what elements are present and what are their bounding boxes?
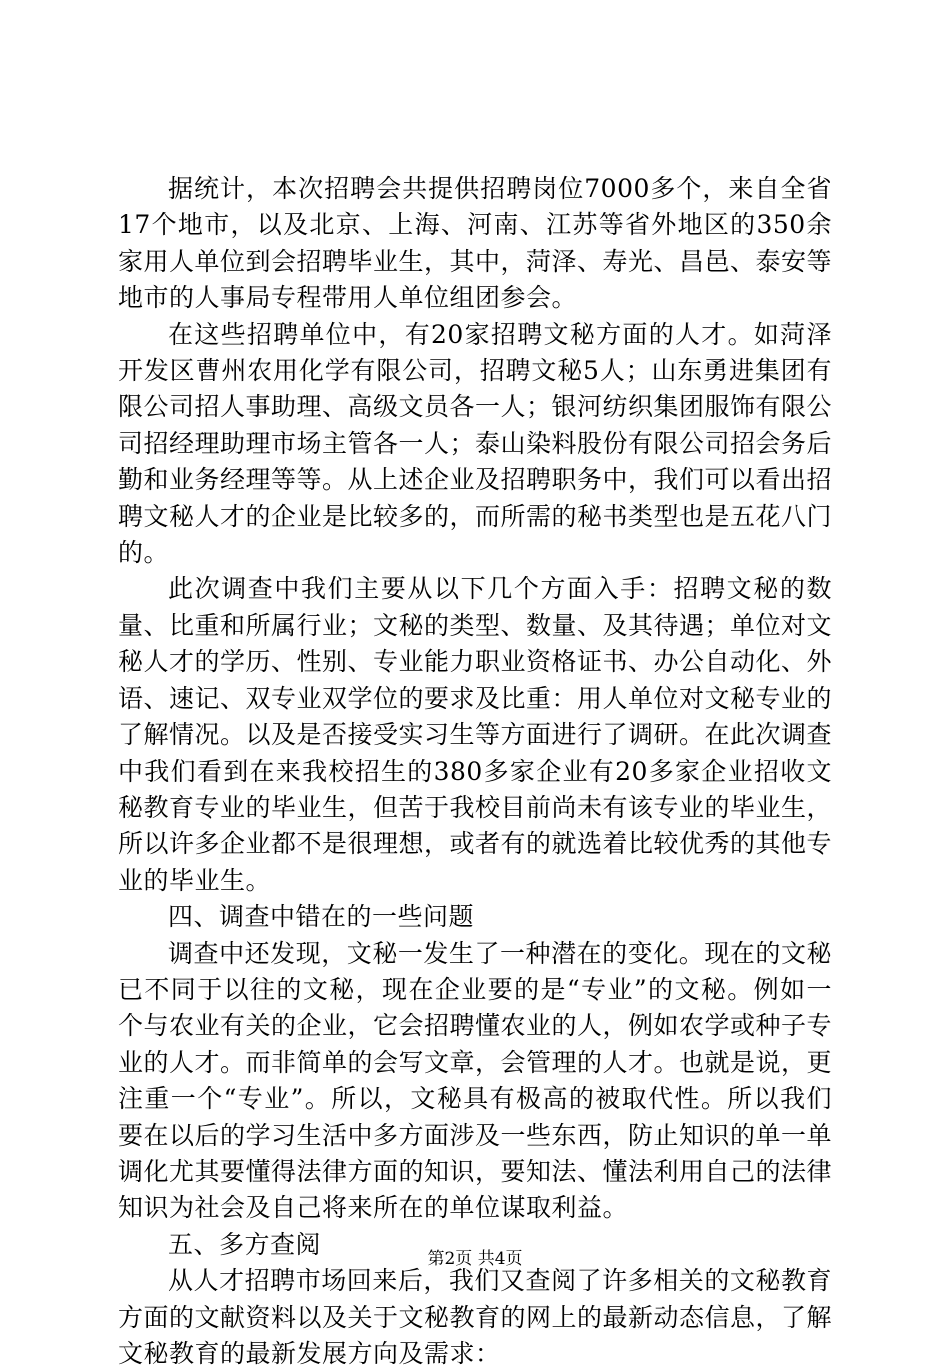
page-footer: 第2页 共4页 (427, 1249, 523, 1269)
document-body (118, 171, 832, 1372)
paragraph-recruitment-stats: 据统计，本次招聘会共提供招聘岗位7000多个，来自全省17个地市，以及北京、上海、河南、江苏等省外地区的350余家用人单位到会招聘毕业生，其中，菏泽、寿光、昌邑、泰安等地市的人事局专程带用人单位组团参会。 (118, 174, 833, 313)
paragraph-survey-aspects: 此次调查中我们主要从以下几个方面入手：招聘文秘的数量、比重和所属行业；文秘的类型、数量、及其待遇；单位对文秘人才的学历、性别、专业能力职业资格证书、办公自动化、外语、速记、双专业双学位的要求及比重：用人单位对文秘专业的了解情况。以及是否接受实习生等方面进行了调研。在此次调查中我们看到在来我校招生的380多家企业有20多家企业招收文秘教育专业的毕业生，但苦于我校目前尚未有该专业的毕业生，所以许多企业都不是很理想，或者有的就选着比较优秀的其他专业的毕业生。 (118, 574, 833, 895)
paragraph-findings: 调查中还发现，文秘一发生了一种潜在的变化。现在的文秘已不同于以往的文秘，现在企业要的是“专业”的文秘。例如一个与农业有关的企业，它会招聘懂农业的人，例如农学或种子专业的人才。而非简单的会写文章，会管理的人才。也就是说，更注重一个“专业”。所以，文秘具有极高的被取代性。所以我们要在以后的学习生活中多方面涉及一些东西，防止知识的单一单调化尤其要懂得法律方面的知识，要知法、懂法利用自己的法律知识为社会及自己将来所在的单位谋取利益。 (118, 938, 833, 1223)
section-heading-problems: 四、调查中错在的一些问题 (168, 902, 475, 932)
paragraph-literature-review: 从人才招聘市场回来后，我们又查阅了许多相关的文秘教育方面的文献资料以及关于文秘教育的网上的最新动态信息，了解文秘教育的最新发展方向及需求： (118, 1266, 833, 1368)
section-heading-research: 五、多方查阅 (168, 1229, 322, 1259)
paragraph-recruiting-units: 在这些招聘单位中，有20家招聘文秘方面的人才。如菏泽开发区曹州农用化学有限公司，招聘文秘5人；山东勇进集团有限公司招人事助理、高级文员各一人；银河纺织集团服饰有限公司招经理助理市场主管各一人；泰山染料股份有限公司招会务后勤和业务经理等等。从上述企业及招聘职务中，我们可以看出招聘文秘人才的企业是比较多的，而所需的秘书类型也是五花八门的。 (118, 319, 833, 568)
